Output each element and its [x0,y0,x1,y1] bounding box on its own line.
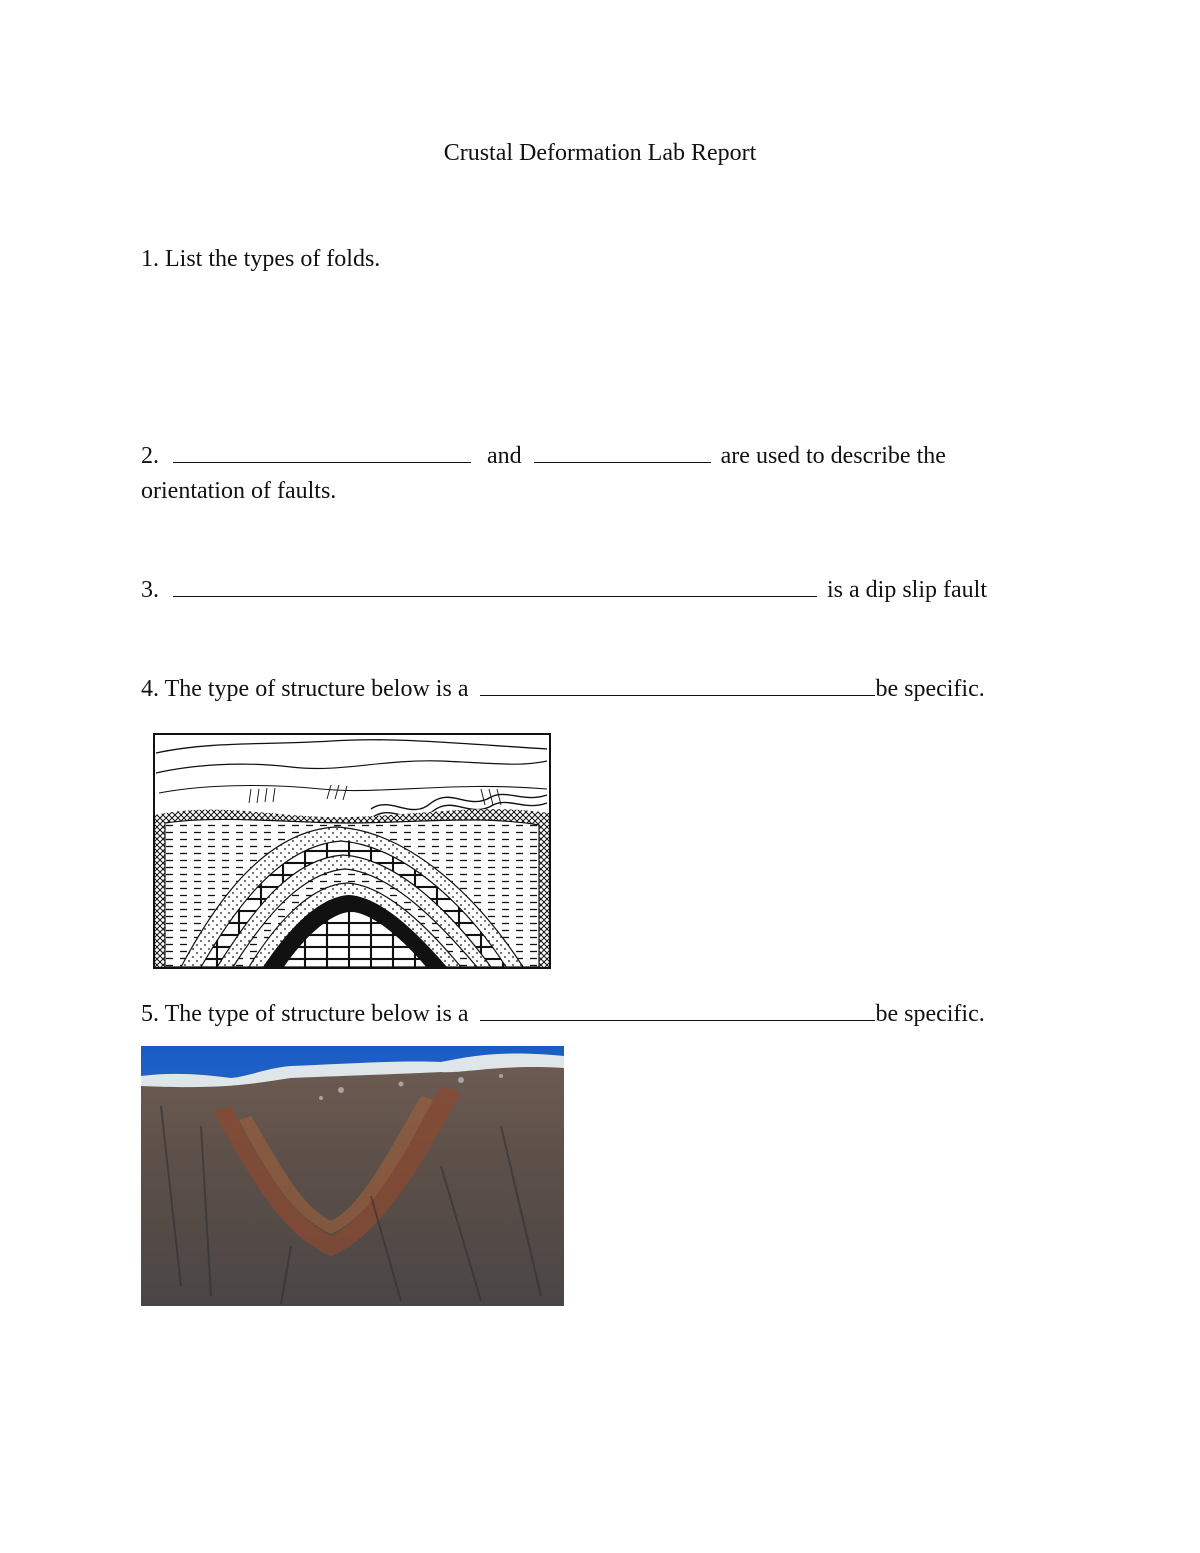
question-2-blank-2[interactable] [534,440,711,463]
question-3-number: 3. [141,577,159,603]
question-5-lead: 5. The type of structure below is a [141,1001,469,1027]
question-2 [141,439,946,473]
question-4-blank[interactable] [480,673,875,696]
question-1-text: 1. List the types of folds. [141,246,381,272]
question-3 [141,573,987,607]
question-1 [141,242,380,276]
question-3-blank[interactable] [173,574,817,597]
question-2-end: are used to describe the [720,443,946,469]
question-2-blank-1[interactable] [173,440,471,463]
question-4-end: be specific. [875,676,985,702]
question-2-number: 2. [141,443,159,469]
question-2-and: and [487,443,522,469]
anticline-diagram [151,731,553,971]
page-title: Crustal Deformation Lab Report [443,140,757,166]
question-4-lead: 4. The type of structure below is a [141,676,469,702]
syncline-photo [141,1046,564,1306]
question-2-line-2-text: orientation of faults. [141,478,337,504]
question-4 [141,672,985,706]
question-5 [141,997,985,1031]
question-2-line-2 [141,474,336,508]
question-5-blank[interactable] [480,998,875,1021]
question-3-end: is a dip slip fault [827,577,987,603]
question-5-end: be specific. [875,1001,985,1027]
